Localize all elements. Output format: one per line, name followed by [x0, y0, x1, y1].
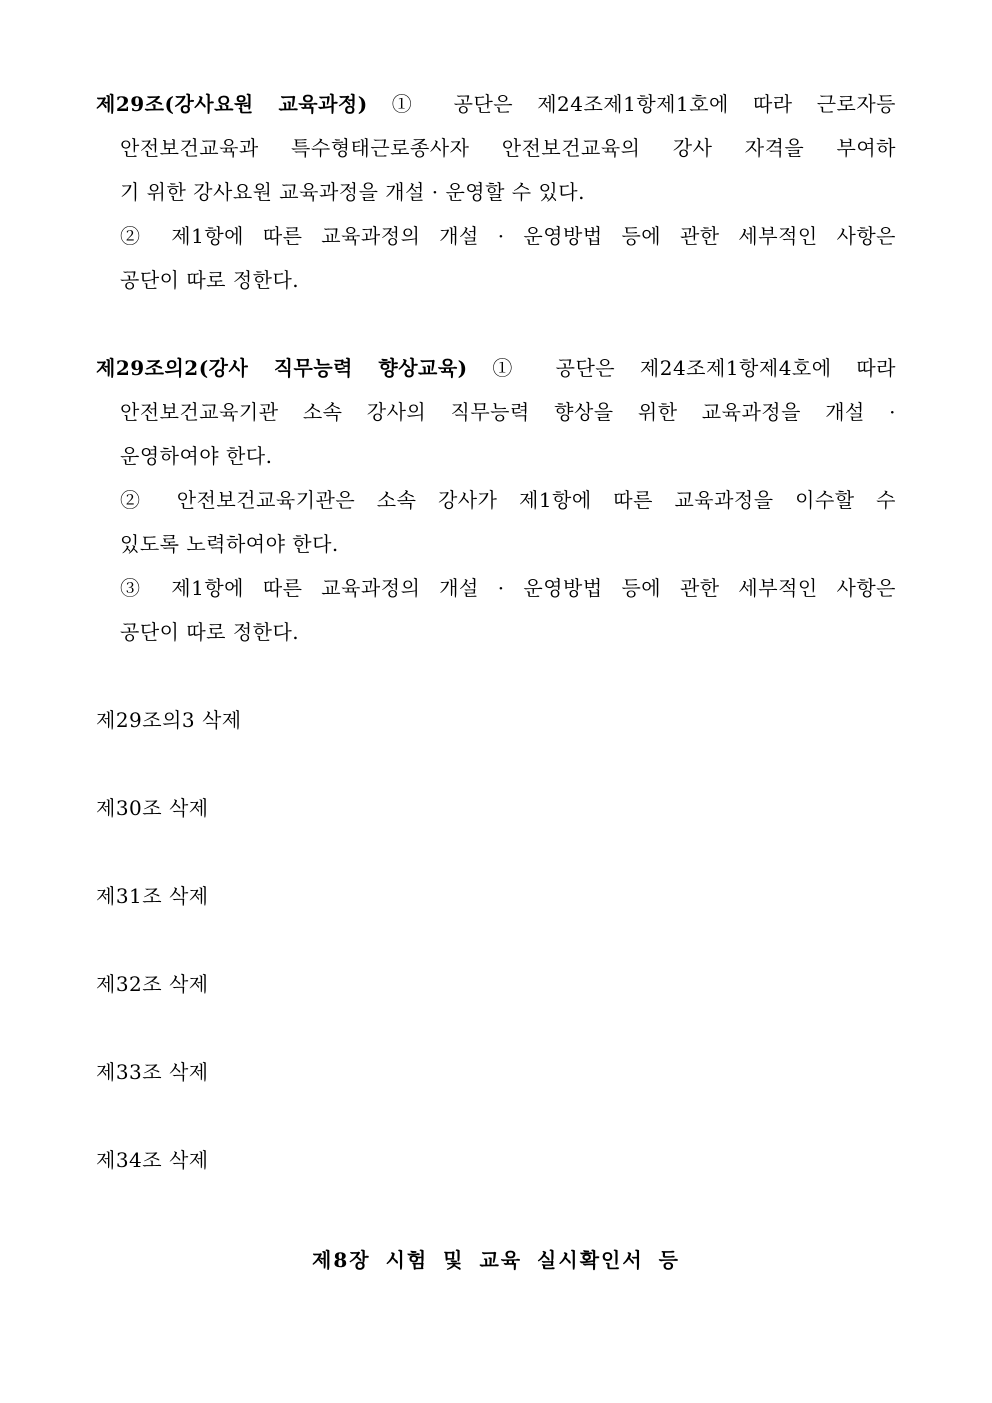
- article-29-2-line-7: 공단이 따로 정한다.: [120, 620, 300, 644]
- spacer: [96, 830, 896, 874]
- article-29-2-line-1: [96, 346, 896, 390]
- spacer: [96, 1006, 896, 1050]
- chapter-title: 제8장 시험 및 교육 실시확인서 등: [312, 1248, 680, 1272]
- article-29-line-2: 안전보건교육과 특수형태근로종사자 안전보건교육의 강사 자격을 부여하: [120, 136, 896, 160]
- spacer: [96, 1094, 896, 1138]
- article-29-2: [96, 346, 896, 654]
- article-29-2-line-1-text: ① 공단은 제24조제1항제4호에 따라: [467, 356, 896, 380]
- article-29-line-3: 기 위한 강사요원 교육과정을 개설 · 운영할 수 있다.: [120, 180, 585, 204]
- article-29-line-5: 공단이 따로 정한다.: [120, 268, 300, 292]
- deleted-article-32: 제32조 삭제: [96, 972, 209, 996]
- spacer: [96, 742, 896, 786]
- article-29-line-1: [96, 82, 896, 126]
- document-page: [96, 82, 896, 1182]
- spacer: [96, 918, 896, 962]
- article-29-2-line-3: 운영하여야 한다.: [120, 444, 273, 468]
- spacer: [96, 302, 896, 346]
- article-29-2-number: 제29조의2: [96, 356, 199, 380]
- article-29-line-1-text: ① 공단은 제24조제1항제1호에 따라 근로자등: [367, 92, 896, 116]
- deleted-article-31: 제31조 삭제: [96, 884, 209, 908]
- article-29-2-line-5: 있도록 노력하여야 한다.: [120, 532, 339, 556]
- article-29: [96, 82, 896, 302]
- deleted-article-29-3: 제29조의3 삭제: [96, 708, 242, 732]
- article-29-heading: (강사요원 교육과정): [164, 92, 368, 116]
- article-29-2-line-6: ③ 제1항에 따른 교육과정의 개설 · 운영방법 등에 관한 세부적인 사항은: [120, 576, 896, 600]
- article-29-2-heading: (강사 직무능력 향상교육): [198, 356, 468, 380]
- spacer: [96, 654, 896, 698]
- article-29-number: 제29조: [96, 92, 165, 116]
- article-29-2-line-2: 안전보건교육기관 소속 강사의 직무능력 향상을 위한 교육과정을 개설 ·: [120, 400, 896, 424]
- deleted-article-33: 제33조 삭제: [96, 1060, 209, 1084]
- deleted-article-30: 제30조 삭제: [96, 796, 209, 820]
- deleted-article-34: 제34조 삭제: [96, 1148, 209, 1172]
- article-29-line-4: ② 제1항에 따른 교육과정의 개설 · 운영방법 등에 관한 세부적인 사항은: [120, 224, 896, 248]
- article-29-2-line-4: ② 안전보건교육기관은 소속 강사가 제1항에 따른 교육과정을 이수할 수: [120, 488, 896, 512]
